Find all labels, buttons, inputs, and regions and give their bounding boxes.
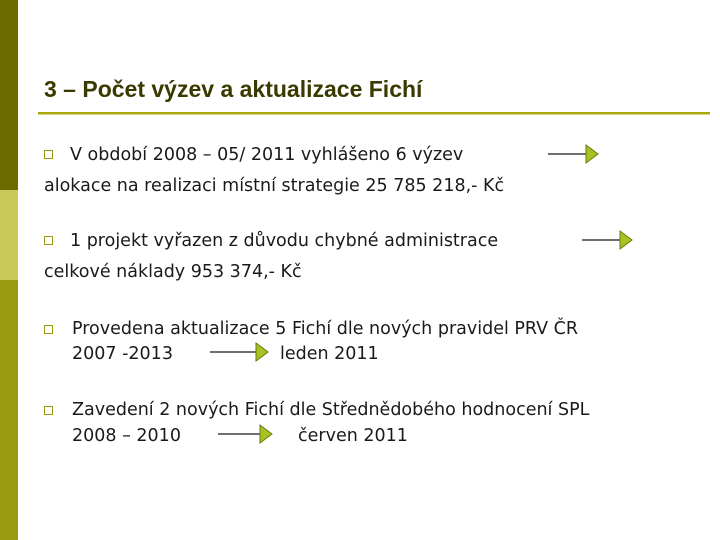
item-1-line-2: alokace na realizaci místní strategie 25 785 218,- Kč: [44, 176, 505, 196]
square-bullet-icon: [44, 325, 53, 334]
side-bar: [0, 0, 18, 540]
item-2-line-1: 1 projekt vyřazen z důvodu chybné administrace: [70, 231, 499, 251]
item-4-line-2-right: červen 2011: [298, 426, 408, 446]
item-3-line-1: Provedena aktualizace 5 Fichí dle nových pravidel PRV ČR: [72, 319, 579, 339]
page-title: 3 – Počet výzev a aktualizace Fichí: [44, 76, 423, 102]
square-bullet-icon: [44, 406, 53, 415]
side-bar-segment-dark: [0, 0, 18, 190]
arrow-right-icon: [582, 229, 634, 251]
arrow-right-icon: [218, 423, 274, 445]
item-1-line-1: V období 2008 – 05/ 2011 vyhlášeno 6 výzev: [70, 145, 464, 165]
side-bar-segment-light: [0, 190, 18, 280]
item-4-line-2-left: 2008 – 2010: [72, 426, 181, 446]
item-4-line-1: Zavedení 2 nových Fichí dle Střednědobého hodnocení SPL: [72, 400, 590, 420]
title-underline-shadow: [38, 114, 710, 115]
arrow-right-icon: [548, 143, 600, 165]
item-3-line-2-right: leden 2011: [280, 344, 379, 364]
arrow-right-icon: [210, 341, 270, 363]
square-bullet-icon: [44, 150, 53, 159]
square-bullet-icon: [44, 236, 53, 245]
side-bar-segment-mid: [0, 280, 18, 540]
item-2-line-2: celkové náklady 953 374,- Kč: [44, 262, 302, 282]
item-3-line-2-left: 2007 -2013: [72, 344, 173, 364]
